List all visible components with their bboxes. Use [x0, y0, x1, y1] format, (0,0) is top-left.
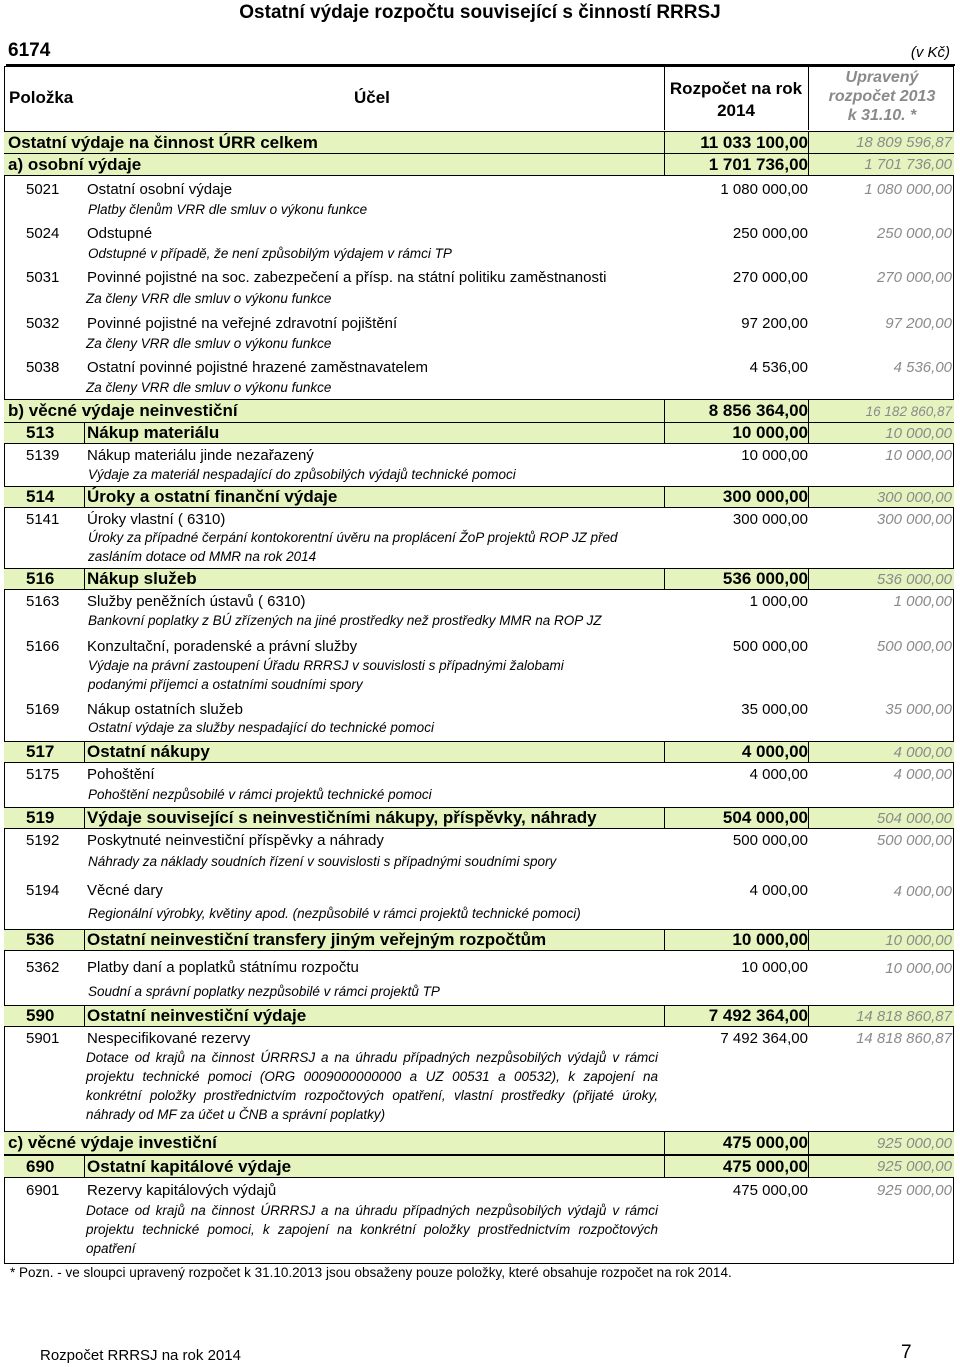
adjusted-amount: 270 000,00: [876, 268, 952, 286]
header-budget-line2: 2014: [717, 101, 755, 120]
section-code: 6174: [8, 40, 51, 61]
table-row: [4, 312, 954, 334]
adjusted-amount: 300 000,00: [876, 488, 952, 506]
table-row: [4, 829, 954, 851]
group-code: 517: [26, 742, 55, 761]
table-row: [4, 698, 954, 720]
amount: 4 000,00: [741, 742, 808, 761]
header-adjusted-line2: rozpočet 2013: [828, 88, 936, 105]
adjusted-amount: 4 000,00: [893, 883, 952, 900]
amount: 475 000,00: [732, 1181, 808, 1199]
item-code: 5901: [26, 1029, 60, 1047]
amount: 11 033 100,00: [700, 132, 808, 152]
table-row: [4, 486, 954, 508]
item-label: Odstupné: [87, 224, 153, 242]
item-code: 5139: [26, 446, 60, 464]
item-code: 5192: [26, 831, 60, 849]
adjusted-amount: 250 000,00: [876, 224, 952, 242]
adjusted-amount: 925 000,00: [876, 1134, 952, 1152]
item-note: Dotace od krajů na činnost ÚRRRSJ a na úhradu případných nezpůsobilých výdajů v rámci projektu technické pomoci, k zapojení na konkrétní položky prostřednictvím rozpočtových opatření: [86, 1203, 658, 1256]
page-number: 7: [901, 1342, 912, 1363]
adjusted-amount: 4 000,00: [893, 765, 952, 783]
adjusted-amount: 14 818 860,87: [856, 1029, 952, 1047]
adjusted-amount: 97 200,00: [885, 314, 952, 332]
adjusted-amount: 500 000,00: [876, 831, 952, 849]
amount: 8 856 364,00: [708, 401, 808, 420]
item-label: Povinné pojistné na veřejné zdravotní pojištění: [87, 314, 398, 332]
item-code: 5362: [26, 958, 60, 976]
adjusted-amount: 925 000,00: [876, 1181, 952, 1199]
item-label: Ostatní povinné pojistné hrazené zaměstnavatelem: [87, 358, 429, 376]
group-label: Nákup materiálu: [87, 423, 220, 442]
item-label: Nákup materiálu jinde nezařazený: [87, 446, 314, 464]
table-row: [4, 222, 954, 244]
item-note: Platby členům VRR dle smluv o výkonu funkce: [88, 202, 368, 217]
adjusted-amount: 300 000,00: [876, 510, 952, 528]
amount: 475 000,00: [722, 1133, 808, 1152]
table-row: [4, 741, 954, 763]
header-adjusted-line1: Upravený: [845, 69, 919, 86]
item-note: Za členy VRR dle smluv o výkonu funkce: [86, 291, 332, 306]
group-code: 536: [26, 930, 55, 949]
amount: 7 492 364,00: [720, 1029, 808, 1047]
table-row: [4, 956, 954, 978]
group-code: 514: [26, 487, 55, 506]
amount: 475 000,00: [722, 1156, 808, 1176]
amount: 1 080 000,00: [720, 180, 808, 198]
amount: 97 200,00: [741, 314, 808, 332]
item-label: Služby peněžních ústavů ( 6310): [87, 592, 306, 610]
table-row: [4, 131, 954, 154]
item-label: Povinné pojistné na soc. zabezpečení a přísp. na státní politiku zaměstnanosti: [87, 268, 607, 286]
item-note: Soudní a správní poplatky nezpůsobilé v rámci projektů TP: [88, 984, 440, 999]
table-row: [4, 929, 954, 951]
adjusted-amount: 1 000,00: [893, 592, 952, 610]
table-row: [4, 635, 954, 657]
amount: 250 000,00: [732, 224, 808, 242]
item-label: Úroky vlastní ( 6310): [87, 510, 226, 528]
table-row: [4, 508, 954, 530]
group-label: Ostatní neinvestiční transfery jiným veřejným rozpočtům: [87, 930, 547, 949]
amount: 500 000,00: [732, 637, 808, 655]
group-code: 516: [26, 569, 55, 588]
item-label: Věcné dary: [87, 881, 163, 899]
table-row: [4, 178, 954, 200]
amount: 4 000,00: [749, 765, 808, 783]
adjusted-amount: 500 000,00: [876, 637, 952, 655]
header-adjusted: [812, 68, 952, 125]
table-row: [4, 763, 954, 785]
item-note: Za členy VRR dle smluv o výkonu funkce: [86, 336, 332, 351]
group-label: Výdaje související s neinvestičními nákupy, příspěvky, náhrady: [87, 808, 597, 827]
item-label: Rezervy kapitálových výdajů: [87, 1181, 277, 1199]
adjusted-amount: 10 000,00: [885, 446, 952, 464]
item-note: Výdaje za materiál nespadající do způsobilých výdajů technické pomoci: [88, 467, 516, 482]
row-label: c) věcné výdaje investiční: [8, 1133, 217, 1152]
currency-unit: (v Kč): [910, 44, 950, 61]
adjusted-amount: 35 000,00: [885, 700, 952, 718]
item-note: Úroky za případné čerpání kontokorentní úvěru na proplácení ŽoP projektů ROP JZ před: [88, 530, 618, 545]
item-note: Náhrady za náklady soudních řízení v souvislosti s případnými soudními spory: [88, 854, 557, 869]
row-label: a) osobní výdaje: [8, 154, 142, 174]
adjusted-amount: 10 000,00: [885, 960, 952, 977]
group-code: 519: [26, 808, 55, 827]
item-note: Pohoštění nezpůsobilé v rámci projektů technické pomoci: [88, 787, 432, 802]
amount: 10 000,00: [732, 930, 808, 949]
item-label: Poskytnuté neinvestiční příspěvky a náhrady: [87, 831, 384, 849]
footnote: * Pozn. - ve sloupci upravený rozpočet k 31.10.2013 jsou obsaženy pouze položky, které obsahuje rozpočet na rok 2014.: [10, 1265, 732, 1280]
item-label: Konzultační, poradenské a právní služby: [87, 637, 358, 655]
header-adjusted-line3: k 31.10. *: [847, 107, 917, 124]
group-label: Ostatní neinvestiční výdaje: [87, 1006, 307, 1025]
header-budget-line1: Rozpočet na rok: [669, 79, 803, 98]
header-purpose: Účel: [354, 88, 390, 107]
table-row: [4, 399, 954, 423]
item-note: Výdaje na právní zastoupení Úřadu RRRSJ v souvislosti s případnými žalobami: [88, 658, 564, 673]
item-code: 5175: [26, 765, 60, 783]
item-code: 5038: [26, 358, 60, 376]
table-row: [4, 1005, 954, 1027]
adjusted-amount: 18 809 596,87: [856, 134, 952, 151]
item-code: 5166: [26, 637, 60, 655]
item-code: 5031: [26, 268, 60, 286]
amount: 504 000,00: [722, 808, 808, 827]
item-code: 5024: [26, 224, 60, 242]
table-row: [4, 807, 954, 829]
table-row: [4, 356, 954, 378]
amount: 7 492 364,00: [708, 1006, 808, 1025]
adjusted-amount: 10 000,00: [885, 931, 952, 949]
group-code: 590: [26, 1006, 55, 1025]
adjusted-amount: 4 536,00: [893, 358, 952, 376]
item-code: 5032: [26, 314, 60, 332]
item-note: podanými příjemci a ostatními soudními spory: [88, 677, 363, 692]
adjusted-amount: 504 000,00: [876, 809, 952, 827]
adjusted-amount: 1 080 000,00: [864, 180, 952, 198]
item-label: Ostatní osobní výdaje: [87, 180, 233, 198]
adjusted-amount: 10 000,00: [885, 424, 952, 442]
item-note: Regionální výrobky, květiny apod. (nezpůsobilé v rámci projektů technické pomoci): [88, 906, 581, 921]
adjusted-amount: 1 701 736,00: [864, 156, 952, 173]
table-row: [4, 444, 954, 466]
item-label: Nákup ostatních služeb: [87, 700, 243, 718]
table-row: [4, 1027, 954, 1049]
adjusted-amount: 4 000,00: [893, 743, 952, 761]
item-note: Odstupné v případě, že není způsobilým výdajem v rámci TP: [88, 246, 452, 261]
amount: 4 000,00: [749, 881, 808, 899]
adjusted-amount: 536 000,00: [876, 570, 952, 588]
item-note: Bankovní poplatky z BÚ zřízených na jiné prostředky než prostředky MMR na ROP JZ: [88, 613, 602, 628]
header-item: Položka: [9, 88, 74, 107]
item-code: 6901: [26, 1181, 60, 1199]
table-row: [4, 266, 954, 288]
amount: 35 000,00: [741, 700, 808, 718]
header-budget: [666, 78, 806, 122]
amount: 1 701 736,00: [708, 154, 808, 174]
item-note: zasláním dotace od MMR na rok 2014: [88, 549, 317, 564]
item-code: 5169: [26, 700, 60, 718]
adjusted-amount: 925 000,00: [876, 1158, 952, 1175]
group-label: Ostatní nákupy: [87, 742, 210, 761]
item-note: Za členy VRR dle smluv o výkonu funkce: [86, 380, 332, 395]
group-label: Úroky a ostatní finanční výdaje: [87, 487, 338, 506]
amount: 536 000,00: [722, 569, 808, 588]
table-row: [4, 422, 954, 444]
table-row: [4, 1131, 954, 1155]
amount: 4 536,00: [749, 358, 808, 376]
item-note: Ostatní výdaje za služby nespadající do technické pomoci: [88, 720, 434, 735]
item-code: 5163: [26, 592, 60, 610]
group-code: 513: [26, 423, 55, 442]
group-code: 690: [26, 1156, 55, 1176]
item-label: Platby daní a poplatků státnímu rozpočtu: [87, 958, 359, 976]
table-row: [4, 568, 954, 590]
amount: 10 000,00: [732, 423, 808, 442]
amount: 500 000,00: [732, 831, 808, 849]
row-label: Ostatní výdaje na činnost ÚRR celkem: [8, 132, 318, 152]
adjusted-amount: 14 818 860,87: [856, 1007, 952, 1025]
item-code: 5141: [26, 510, 60, 528]
table-row: [4, 153, 954, 176]
amount: 1 000,00: [749, 592, 808, 610]
amount: 10 000,00: [741, 958, 808, 976]
table-row: [4, 1155, 954, 1178]
table-row: [4, 1179, 954, 1201]
amount: 300 000,00: [732, 510, 808, 528]
table-row: [4, 879, 954, 901]
amount: 10 000,00: [741, 446, 808, 464]
item-label: Nespecifikované rezervy: [87, 1029, 251, 1047]
footer-label: Rozpočet RRRSJ na rok 2014: [40, 1347, 241, 1364]
item-code: 5021: [26, 180, 60, 198]
item-note: Dotace od krajů na činnost ÚRRRSJ a na úhradu případných nezpůsobilých výdajů v rámci projektu technické pomoci (ORG 0009000000000 a UZ 00531 a 00532), k zapojení na konkrétní položky prostřednictvím rozpočtových opatření, vlastní prostředky (přijaté úroky, náhrady od MF za účet u ČNB a správní poplatky): [86, 1050, 658, 1122]
group-label: Nákup služeb: [87, 569, 197, 588]
group-label: Ostatní kapitálové výdaje: [87, 1156, 292, 1176]
page-title: Ostatní výdaje rozpočtu související s činností RRRSJ: [239, 2, 721, 23]
item-code: 5194: [26, 881, 60, 899]
table-row: [4, 590, 954, 612]
amount: 270 000,00: [732, 268, 808, 286]
adjusted-amount: 16 182 860,87: [865, 403, 952, 419]
amount: 300 000,00: [722, 487, 808, 506]
item-label: Pohoštění: [87, 765, 155, 783]
row-label: b) věcné výdaje neinvestiční: [8, 401, 238, 420]
